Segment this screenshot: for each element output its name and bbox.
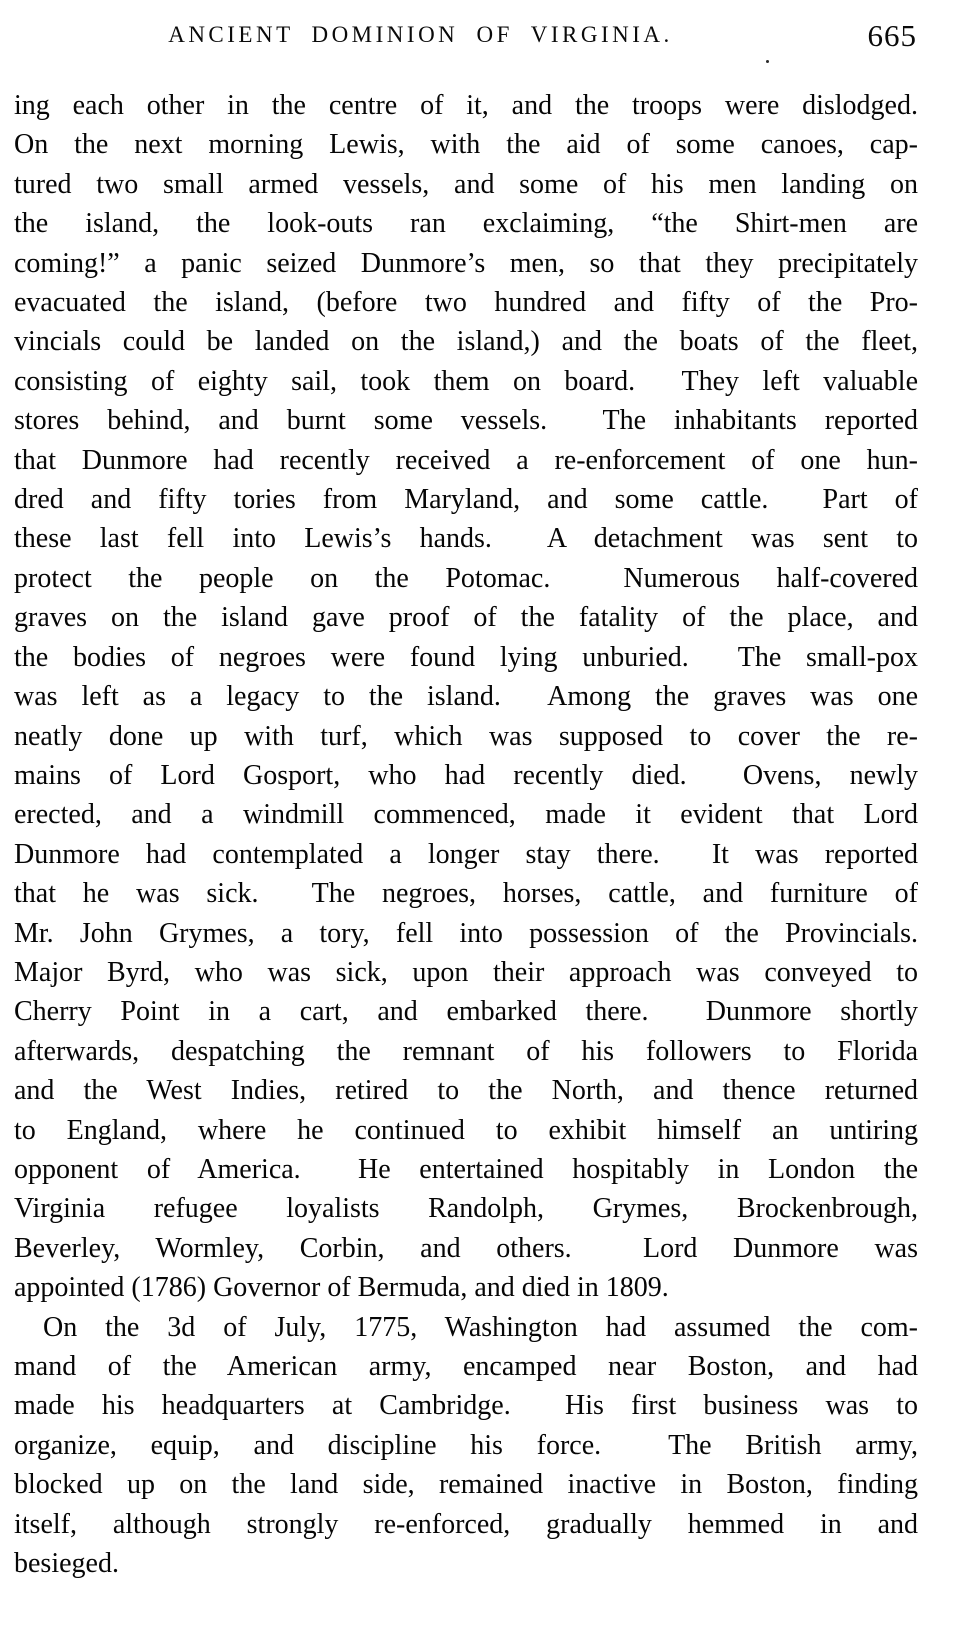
text-line: Major Byrd, who was sick, upon their approach was conveyed to xyxy=(14,956,918,988)
running-header-title: ANCIENT DOMINION OF VIRGINIA. xyxy=(168,22,673,47)
text-line: the bodies of negroes were found lying unburied. The small-pox xyxy=(14,641,918,673)
text-line: itself, although strongly re-enforced, gradually hemmed in and xyxy=(14,1508,918,1540)
text-line: ing each other in the centre of it, and the troops were dislodged. xyxy=(14,90,918,121)
page-number: 665 xyxy=(867,18,917,53)
scan-artifact-dot xyxy=(766,60,769,63)
text-line: evacuated the island, (before two hundred and fifty of the Pro- xyxy=(14,287,918,319)
text-line: blocked up on the land side, remained inactive in Boston, finding xyxy=(14,1469,918,1501)
text-line: vincials could be landed on the island,) and the boats of the fleet, xyxy=(14,326,918,358)
text-line: made his headquarters at Cambridge. His first business was to xyxy=(14,1390,918,1422)
text-line: tured two small armed vessels, and some of his men landing on xyxy=(14,168,918,200)
text-line: protect the people on the Potomac. Numerous half-covered xyxy=(14,562,918,594)
text-line: Beverley, Wormley, Corbin, and others. Lord Dunmore was xyxy=(14,1232,918,1264)
text-line: Virginia refugee loyalists Randolph, Grymes, Brockenbrough, xyxy=(14,1193,918,1225)
running-header xyxy=(14,18,917,54)
text-line: these last fell into Lewis’s hands. A detachment was sent to xyxy=(14,523,918,555)
text-line: the island, the look-outs ran exclaiming, “the Shirt-men are xyxy=(14,208,918,240)
text-line: graves on the island gave proof of the fatality of the place, and xyxy=(14,602,918,634)
text-line: to England, where he continued to exhibit himself an untiring xyxy=(14,1114,918,1146)
text-line: neatly done up with turf, which was supposed to cover the re- xyxy=(14,720,918,752)
text-line: appointed (1786) Governor of Bermuda, and died in 1809. xyxy=(14,1272,669,1304)
text-line: Dunmore had contemplated a longer stay there. It was reported xyxy=(14,838,918,870)
text-line: and the West Indies, retired to the North, and thence returned xyxy=(14,1075,918,1107)
text-line: erected, and a windmill commenced, made it evident that Lord xyxy=(14,799,918,831)
text-line: dred and fifty tories from Maryland, and some cattle. Part of xyxy=(14,484,918,516)
text-line: that he was sick. The negroes, horses, cattle, and furniture of xyxy=(14,878,918,910)
text-line: that Dunmore had recently received a re-enforcement of one hun- xyxy=(14,444,918,476)
text-line: organize, equip, and discipline his force. The British army, xyxy=(14,1429,918,1461)
page-body xyxy=(14,86,918,1583)
text-line: On the 3d of July, 1775, Washington had assumed the com- xyxy=(43,1311,918,1343)
text-line: besieged. xyxy=(14,1548,119,1580)
text-line: mains of Lord Gosport, who had recently died. Ovens, newly xyxy=(14,759,918,791)
text-line: afterwards, despatching the remnant of his followers to Florida xyxy=(14,1035,918,1067)
text-line: On the next morning Lewis, with the aid of some canoes, cap- xyxy=(14,129,918,161)
text-line: stores behind, and burnt some vessels. The inhabitants reported xyxy=(14,405,918,437)
text-line: mand of the American army, encamped near Boston, and had xyxy=(14,1351,918,1382)
text-line: was left as a legacy to the island. Among the graves was one xyxy=(14,681,918,713)
text-line: consisting of eighty sail, took them on board. They left valuable xyxy=(14,365,918,397)
text-line: coming!” a panic seized Dunmore’s men, so that they precipitately xyxy=(14,247,918,279)
text-line: opponent of America. He entertained hospitably in London the xyxy=(14,1153,918,1185)
text-line: Mr. John Grymes, a tory, fell into possession of the Provincials. xyxy=(14,917,918,949)
text-line: Cherry Point in a cart, and embarked there. Dunmore shortly xyxy=(14,996,918,1028)
